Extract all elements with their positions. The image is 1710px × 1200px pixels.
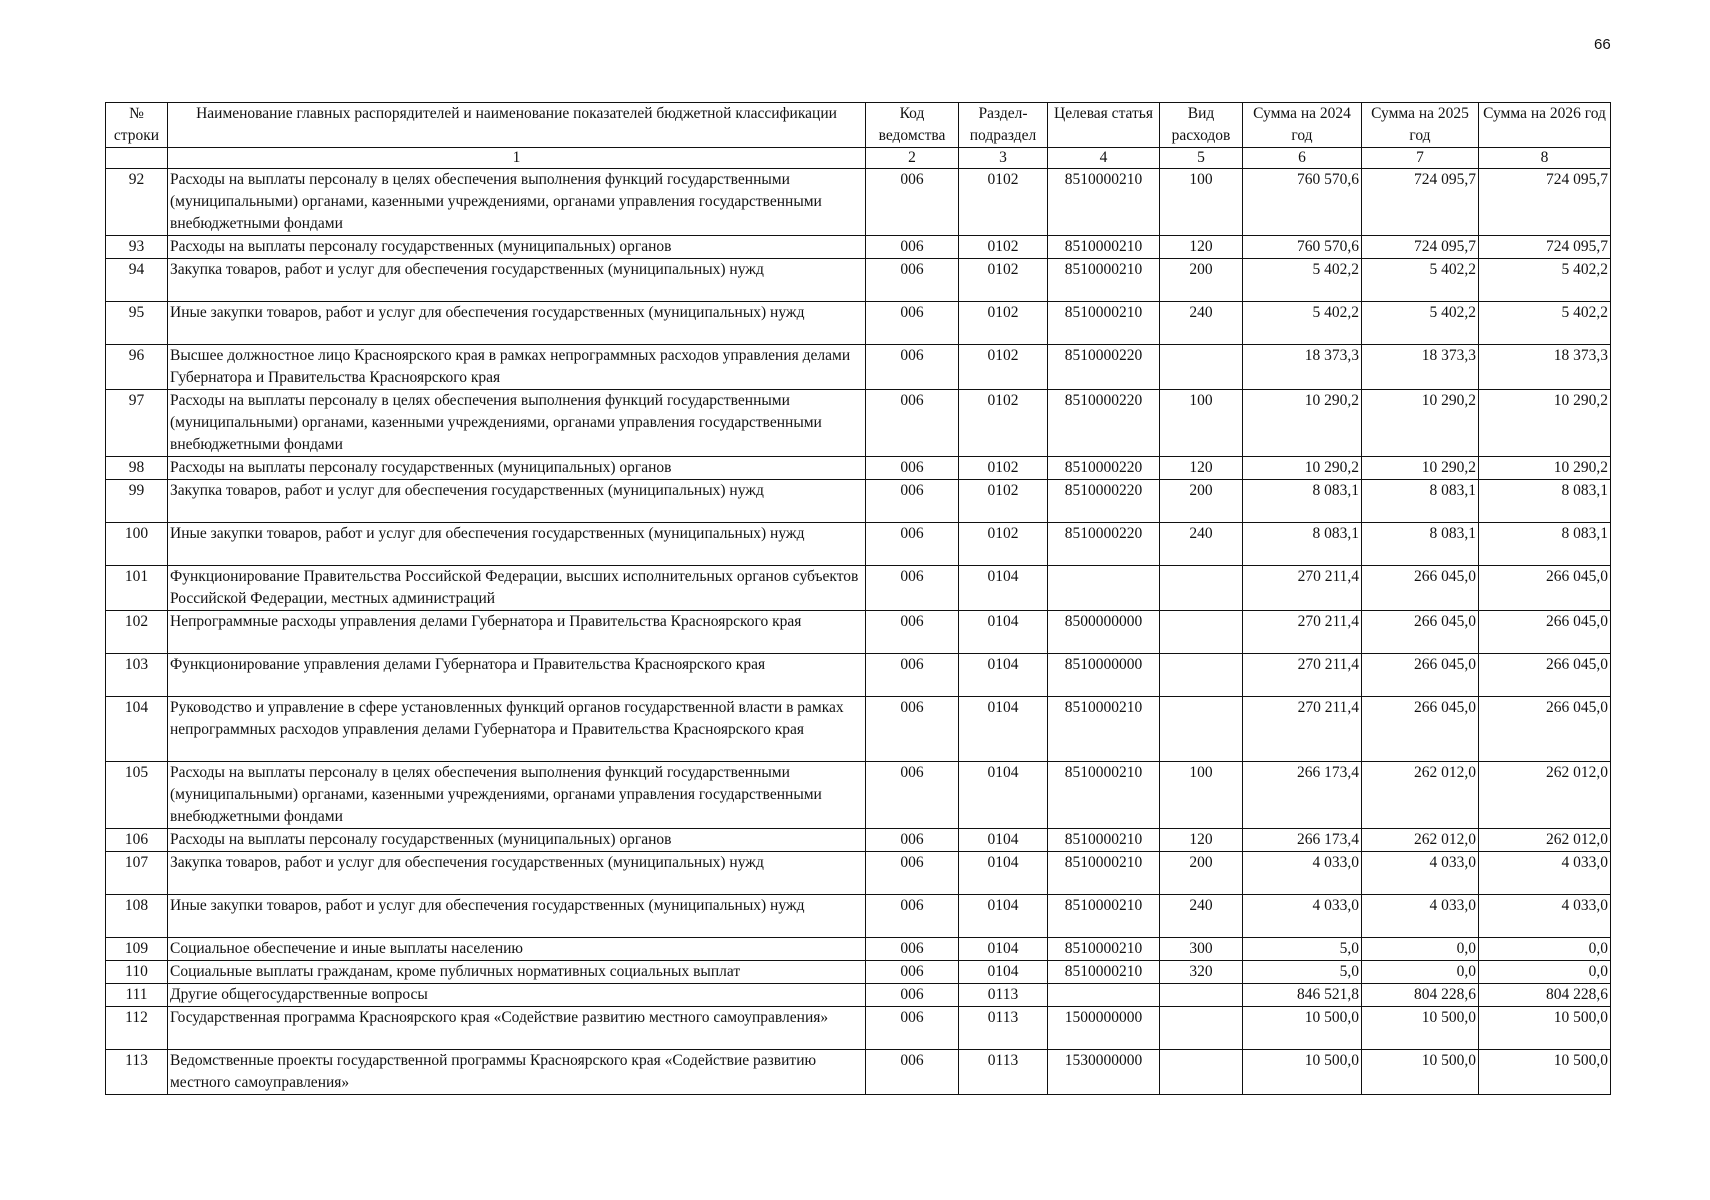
table-row (106, 523, 1611, 566)
department-code: 006 (866, 1007, 959, 1050)
sum-2025: 0,0 (1362, 961, 1479, 984)
table-row (106, 169, 1611, 236)
row-name: Иные закупки товаров, работ и услуг для обеспечения государственных (муниципальных) нужд (168, 523, 866, 566)
sum-2026: 724 095,7 (1479, 236, 1611, 259)
sum-2025: 18 373,3 (1362, 345, 1479, 390)
target-article (1048, 566, 1160, 611)
sum-2024: 18 373,3 (1243, 345, 1362, 390)
expense-type: 200 (1160, 480, 1243, 523)
sum-2025: 262 012,0 (1362, 829, 1479, 852)
department-code: 006 (866, 984, 959, 1007)
target-article: 8510000220 (1048, 523, 1160, 566)
sum-2026: 10 290,2 (1479, 457, 1611, 480)
row-name: Расходы на выплаты персоналу государственных (муниципальных) органов (168, 457, 866, 480)
expense-type (1160, 984, 1243, 1007)
sum-2025: 8 083,1 (1362, 523, 1479, 566)
expense-type (1160, 566, 1243, 611)
sum-2026: 8 083,1 (1479, 523, 1611, 566)
sum-2025: 4 033,0 (1362, 852, 1479, 895)
row-name: Расходы на выплаты персоналу государственных (муниципальных) органов (168, 236, 866, 259)
row-number: 99 (106, 480, 168, 523)
expense-type (1160, 654, 1243, 697)
column-number: 1 (168, 148, 866, 169)
sum-2026: 5 402,2 (1479, 302, 1611, 345)
row-number: 94 (106, 259, 168, 302)
table-row (106, 762, 1611, 829)
column-number: 2 (866, 148, 959, 169)
target-article: 8510000210 (1048, 961, 1160, 984)
department-code: 006 (866, 345, 959, 390)
row-name: Государственная программа Красноярского края «Содействие развитию местного самоуправления» (168, 1007, 866, 1050)
row-number: 96 (106, 345, 168, 390)
row-number: 109 (106, 938, 168, 961)
sum-2026: 5 402,2 (1479, 259, 1611, 302)
row-number: 100 (106, 523, 168, 566)
section-code: 0102 (959, 302, 1048, 345)
column-number (106, 148, 168, 169)
row-number: 112 (106, 1007, 168, 1050)
table-row (106, 345, 1611, 390)
sum-2025: 10 500,0 (1362, 1007, 1479, 1050)
sum-2024: 8 083,1 (1243, 480, 1362, 523)
section-code: 0102 (959, 345, 1048, 390)
row-number: 98 (106, 457, 168, 480)
sum-2024: 846 521,8 (1243, 984, 1362, 1007)
department-code: 006 (866, 697, 959, 762)
sum-2026: 266 045,0 (1479, 697, 1611, 762)
row-number: 92 (106, 169, 168, 236)
sum-2026: 0,0 (1479, 938, 1611, 961)
sum-2026: 266 045,0 (1479, 611, 1611, 654)
sum-2026: 4 033,0 (1479, 852, 1611, 895)
expense-type (1160, 345, 1243, 390)
sum-2024: 5 402,2 (1243, 259, 1362, 302)
expense-type: 200 (1160, 852, 1243, 895)
header-row (106, 103, 1611, 148)
sum-2025: 266 045,0 (1362, 697, 1479, 762)
section-code: 0104 (959, 895, 1048, 938)
sum-2026: 10 500,0 (1479, 1007, 1611, 1050)
department-code: 006 (866, 829, 959, 852)
section-code: 0102 (959, 390, 1048, 457)
section-code: 0104 (959, 938, 1048, 961)
expense-type (1160, 611, 1243, 654)
sum-2025: 5 402,2 (1362, 302, 1479, 345)
department-code: 006 (866, 895, 959, 938)
row-name: Функционирование Правительства Российской Федерации, высших исполнительных органов субъектов Российской Федерации, местных администраций (168, 566, 866, 611)
expense-type: 320 (1160, 961, 1243, 984)
sum-2025: 10 500,0 (1362, 1050, 1479, 1095)
expense-type (1160, 1050, 1243, 1095)
row-name: Закупка товаров, работ и услуг для обеспечения государственных (муниципальных) нужд (168, 259, 866, 302)
expense-type: 240 (1160, 523, 1243, 566)
sum-2026: 10 500,0 (1479, 1050, 1611, 1095)
table-row (106, 566, 1611, 611)
section-code: 0102 (959, 480, 1048, 523)
table-row (106, 697, 1611, 762)
target-article: 8510000210 (1048, 697, 1160, 762)
row-number: 105 (106, 762, 168, 829)
section-code: 0104 (959, 697, 1048, 762)
sum-2026: 8 083,1 (1479, 480, 1611, 523)
department-code: 006 (866, 566, 959, 611)
sum-2026: 266 045,0 (1479, 566, 1611, 611)
sum-2026: 4 033,0 (1479, 895, 1611, 938)
target-article: 8510000210 (1048, 852, 1160, 895)
sum-2025: 4 033,0 (1362, 895, 1479, 938)
row-name: Высшее должностное лицо Красноярского края в рамках непрограммных расходов управления делами Губернатора и Правительства Красноярского края (168, 345, 866, 390)
target-article: 8510000220 (1048, 390, 1160, 457)
sum-2024: 270 211,4 (1243, 566, 1362, 611)
sum-2026: 804 228,6 (1479, 984, 1611, 1007)
sum-2024: 270 211,4 (1243, 697, 1362, 762)
sum-2024: 10 500,0 (1243, 1007, 1362, 1050)
row-name: Непрограммные расходы управления делами Губернатора и Правительства Красноярского края (168, 611, 866, 654)
section-code: 0102 (959, 236, 1048, 259)
expense-type: 100 (1160, 390, 1243, 457)
target-article: 8510000210 (1048, 236, 1160, 259)
row-number: 110 (106, 961, 168, 984)
sum-2026: 0,0 (1479, 961, 1611, 984)
sum-2024: 8 083,1 (1243, 523, 1362, 566)
header-sum-2026: Сумма на 2026 год (1479, 103, 1611, 148)
department-code: 006 (866, 523, 959, 566)
row-number: 101 (106, 566, 168, 611)
expense-type: 120 (1160, 236, 1243, 259)
department-code: 006 (866, 611, 959, 654)
row-number: 104 (106, 697, 168, 762)
column-number: 4 (1048, 148, 1160, 169)
row-name: Социальные выплаты гражданам, кроме публичных нормативных социальных выплат (168, 961, 866, 984)
expense-type: 240 (1160, 302, 1243, 345)
department-code: 006 (866, 762, 959, 829)
target-article: 8510000210 (1048, 895, 1160, 938)
target-article: 1500000000 (1048, 1007, 1160, 1050)
row-number: 111 (106, 984, 168, 1007)
sum-2024: 760 570,6 (1243, 236, 1362, 259)
row-number: 113 (106, 1050, 168, 1095)
expense-type: 120 (1160, 829, 1243, 852)
expense-type (1160, 1007, 1243, 1050)
sum-2026: 262 012,0 (1479, 829, 1611, 852)
sum-2024: 270 211,4 (1243, 611, 1362, 654)
page-number: 66 (1594, 36, 1611, 53)
header-section: Раздел-подраздел (959, 103, 1048, 148)
section-code: 0102 (959, 457, 1048, 480)
sum-2025: 5 402,2 (1362, 259, 1479, 302)
sum-2024: 270 211,4 (1243, 654, 1362, 697)
table-row (106, 236, 1611, 259)
sum-2026: 724 095,7 (1479, 169, 1611, 236)
department-code: 006 (866, 961, 959, 984)
section-code: 0104 (959, 566, 1048, 611)
row-name: Закупка товаров, работ и услуг для обеспечения государственных (муниципальных) нужд (168, 480, 866, 523)
sum-2025: 724 095,7 (1362, 236, 1479, 259)
row-number: 93 (106, 236, 168, 259)
column-number-row (106, 148, 1611, 169)
table-row (106, 984, 1611, 1007)
table-row (106, 938, 1611, 961)
column-number: 5 (1160, 148, 1243, 169)
target-article: 8510000210 (1048, 259, 1160, 302)
row-name: Ведомственные проекты государственной программы Красноярского края «Содействие развитию местного самоуправления» (168, 1050, 866, 1095)
table-row (106, 390, 1611, 457)
table-row (106, 480, 1611, 523)
header-row-number: № строки (106, 103, 168, 148)
sum-2024: 10 290,2 (1243, 457, 1362, 480)
row-name: Социальное обеспечение и иные выплаты населению (168, 938, 866, 961)
target-article: 8500000000 (1048, 611, 1160, 654)
section-code: 0102 (959, 169, 1048, 236)
sum-2025: 266 045,0 (1362, 654, 1479, 697)
budget-table (105, 102, 1611, 1095)
row-name: Функционирование управления делами Губернатора и Правительства Красноярского края (168, 654, 866, 697)
section-code: 0104 (959, 829, 1048, 852)
department-code: 006 (866, 938, 959, 961)
row-name: Иные закупки товаров, работ и услуг для обеспечения государственных (муниципальных) нужд (168, 895, 866, 938)
row-name: Расходы на выплаты персоналу в целях обеспечения выполнения функций государственными (муниципальными) органами, казенными учреждениями, органами управления государственными внебюджетными фондами (168, 169, 866, 236)
row-name: Закупка товаров, работ и услуг для обеспечения государственных (муниципальных) нужд (168, 852, 866, 895)
sum-2024: 5,0 (1243, 938, 1362, 961)
sum-2024: 760 570,6 (1243, 169, 1362, 236)
expense-type: 240 (1160, 895, 1243, 938)
column-number: 8 (1479, 148, 1611, 169)
sum-2024: 266 173,4 (1243, 829, 1362, 852)
target-article: 8510000210 (1048, 302, 1160, 345)
header-name: Наименование главных распорядителей и наименование показателей бюджетной классификации (168, 103, 866, 148)
row-number: 106 (106, 829, 168, 852)
target-article: 8510000210 (1048, 938, 1160, 961)
department-code: 006 (866, 457, 959, 480)
row-number: 95 (106, 302, 168, 345)
table-row (106, 302, 1611, 345)
sum-2025: 724 095,7 (1362, 169, 1479, 236)
target-article: 8510000220 (1048, 480, 1160, 523)
row-number: 97 (106, 390, 168, 457)
table-row (106, 654, 1611, 697)
table-row (106, 457, 1611, 480)
table-row (106, 961, 1611, 984)
target-article: 8510000220 (1048, 457, 1160, 480)
expense-type (1160, 697, 1243, 762)
sum-2026: 18 373,3 (1479, 345, 1611, 390)
department-code: 006 (866, 169, 959, 236)
expense-type: 120 (1160, 457, 1243, 480)
table-row (106, 895, 1611, 938)
table-row (106, 259, 1611, 302)
sum-2024: 5,0 (1243, 961, 1362, 984)
department-code: 006 (866, 654, 959, 697)
sum-2025: 10 290,2 (1362, 390, 1479, 457)
expense-type: 300 (1160, 938, 1243, 961)
department-code: 006 (866, 1050, 959, 1095)
column-number: 3 (959, 148, 1048, 169)
section-code: 0102 (959, 523, 1048, 566)
header-target-article: Целевая статья (1048, 103, 1160, 148)
expense-type: 100 (1160, 169, 1243, 236)
row-name: Расходы на выплаты персоналу в целях обеспечения выполнения функций государственными (муниципальными) органами, казенными учреждениями, органами управления государственными внебюджетными фондами (168, 390, 866, 457)
row-name: Другие общегосударственные вопросы (168, 984, 866, 1007)
sum-2025: 10 290,2 (1362, 457, 1479, 480)
department-code: 006 (866, 390, 959, 457)
table-row (106, 829, 1611, 852)
target-article: 8510000210 (1048, 762, 1160, 829)
row-number: 107 (106, 852, 168, 895)
department-code: 006 (866, 302, 959, 345)
section-code: 0113 (959, 1007, 1048, 1050)
column-number: 6 (1243, 148, 1362, 169)
sum-2025: 0,0 (1362, 938, 1479, 961)
sum-2025: 266 045,0 (1362, 566, 1479, 611)
row-name: Иные закупки товаров, работ и услуг для обеспечения государственных (муниципальных) нужд (168, 302, 866, 345)
row-number: 108 (106, 895, 168, 938)
sum-2024: 10 290,2 (1243, 390, 1362, 457)
target-article: 8510000210 (1048, 169, 1160, 236)
department-code: 006 (866, 480, 959, 523)
row-number: 103 (106, 654, 168, 697)
sum-2026: 266 045,0 (1479, 654, 1611, 697)
sum-2024: 266 173,4 (1243, 762, 1362, 829)
target-article: 8510000220 (1048, 345, 1160, 390)
target-article: 8510000210 (1048, 829, 1160, 852)
department-code: 006 (866, 236, 959, 259)
table-body (106, 169, 1611, 1095)
sum-2025: 262 012,0 (1362, 762, 1479, 829)
section-code: 0104 (959, 961, 1048, 984)
sum-2024: 4 033,0 (1243, 852, 1362, 895)
sum-2026: 10 290,2 (1479, 390, 1611, 457)
sum-2024: 10 500,0 (1243, 1050, 1362, 1095)
section-code: 0104 (959, 762, 1048, 829)
section-code: 0113 (959, 984, 1048, 1007)
department-code: 006 (866, 852, 959, 895)
header-department-code: Код ведомства (866, 103, 959, 148)
table-row (106, 1007, 1611, 1050)
sum-2024: 5 402,2 (1243, 302, 1362, 345)
sum-2025: 8 083,1 (1362, 480, 1479, 523)
department-code: 006 (866, 259, 959, 302)
section-code: 0104 (959, 611, 1048, 654)
row-name: Руководство и управление в сфере установленных функций органов государственной власти в рамках непрограммных расходов управления делами Губернатора и Правительства Красноярского края (168, 697, 866, 762)
header-expense-type: Вид расходов (1160, 103, 1243, 148)
section-code: 0113 (959, 1050, 1048, 1095)
table-row (106, 852, 1611, 895)
sum-2024: 4 033,0 (1243, 895, 1362, 938)
header-sum-2024: Сумма на 2024 год (1243, 103, 1362, 148)
sum-2025: 266 045,0 (1362, 611, 1479, 654)
row-name: Расходы на выплаты персоналу в целях обеспечения выполнения функций государственными (муниципальными) органами, казенными учреждениями, органами управления государственными внебюджетными фондами (168, 762, 866, 829)
row-number: 102 (106, 611, 168, 654)
target-article (1048, 984, 1160, 1007)
row-name: Расходы на выплаты персоналу государственных (муниципальных) органов (168, 829, 866, 852)
target-article: 1530000000 (1048, 1050, 1160, 1095)
table-row (106, 611, 1611, 654)
header-sum-2025: Сумма на 2025 год (1362, 103, 1479, 148)
table-row (106, 1050, 1611, 1095)
column-number: 7 (1362, 148, 1479, 169)
sum-2026: 262 012,0 (1479, 762, 1611, 829)
section-code: 0104 (959, 654, 1048, 697)
sum-2025: 804 228,6 (1362, 984, 1479, 1007)
section-code: 0102 (959, 259, 1048, 302)
expense-type: 200 (1160, 259, 1243, 302)
expense-type: 100 (1160, 762, 1243, 829)
section-code: 0104 (959, 852, 1048, 895)
target-article: 8510000000 (1048, 654, 1160, 697)
